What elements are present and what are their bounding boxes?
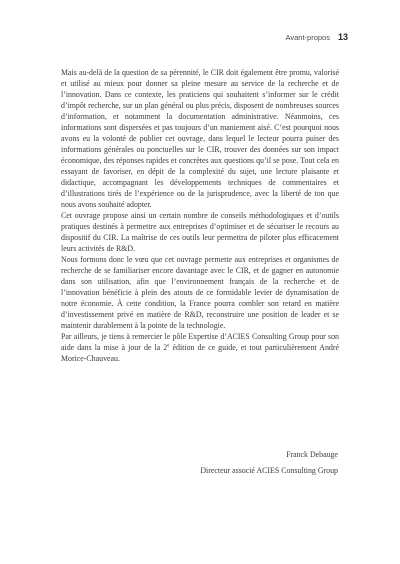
signature-name: Franck Debauge [286,450,338,459]
edition-superscript: e [167,343,170,349]
paragraph-3: Nous formons donc le vœu que cet ouvrage permette aux entreprises et organismes de recherche de se familiariser encore davantage avec le CIR, et de gagner en autonomie dans son utilisation, afin que l’environnement français de la recherche et de l’innovation bénéficie à plein des atouts de ce formidable levier de dynamisation de notre économie. À cette condition, la France pourra combler son retard en matière d’investissement privé en matière de R&D, reconstruire une position de leader et se maintenir durablement à la pointe de la technologie. [61,255,339,330]
signature-block [60,447,338,479]
signature-title: Directeur associé ACIES Consulting Group [200,466,338,475]
body-text [61,67,339,364]
running-header [286,32,349,42]
section-title: Avant-propos [285,33,330,42]
paragraph-4 [61,331,339,364]
paragraph-4-start: Par ailleurs, je tiens à remercier le pôle Expertise d’ACIES Consulting Group pour son aide dans la mise à jour de la 2 [61,332,339,352]
paragraph-2: Cet ouvrage propose ainsi un certain nombre de conseils méthodologiques et d’outils pratiques destinés à permettre aux entreprises d’optimiser et de sécuriser le recours au dispositif du CIR. La maîtrise de ces outils leur permettra de piloter plus efficacement leurs activités de R&D. [61,211,339,253]
paragraph-1: Mais au-delà de la question de sa pérennité, le CIR doit également être promu, valorisé et utilisé au mieux pour donner sa pleine mesure au service de la recherche et de l’innovation. Dans ce contexte, les praticiens qui souhaitent s’informer sur le crédit d’impôt recherche, sur un plan général ou plus précis, disposent de nombreuses sources d’information, et notamment la documentation administrative. Néanmoins, ces informations sont dispersées et pas toujours d’un maniement aisé. C’est pourquoi nous avons eu la volonté de publier cet ouvrage, dans lequel le lecteur pourra puiser des informations générales ou ponctuelles sur le CIR, trouver des données sur son impact économique, des réponses rapides et concrètes aux questions qu’il se pose. Tout cela en essayant de favoriser, en dépit de la complexité du sujet, une lecture plaisante et didactique, accompagnant les développements techniques de commentaires et d’illustrations tirés de l’expérience ou de la jurisprudence, avec la liberté de ton que nous avons souhaité adopter. [61,68,339,209]
paragraph-4-end: édition de ce guide, et tout particulièrement André Morice-Chauveau. [61,343,339,363]
page-number: 13 [337,32,348,42]
